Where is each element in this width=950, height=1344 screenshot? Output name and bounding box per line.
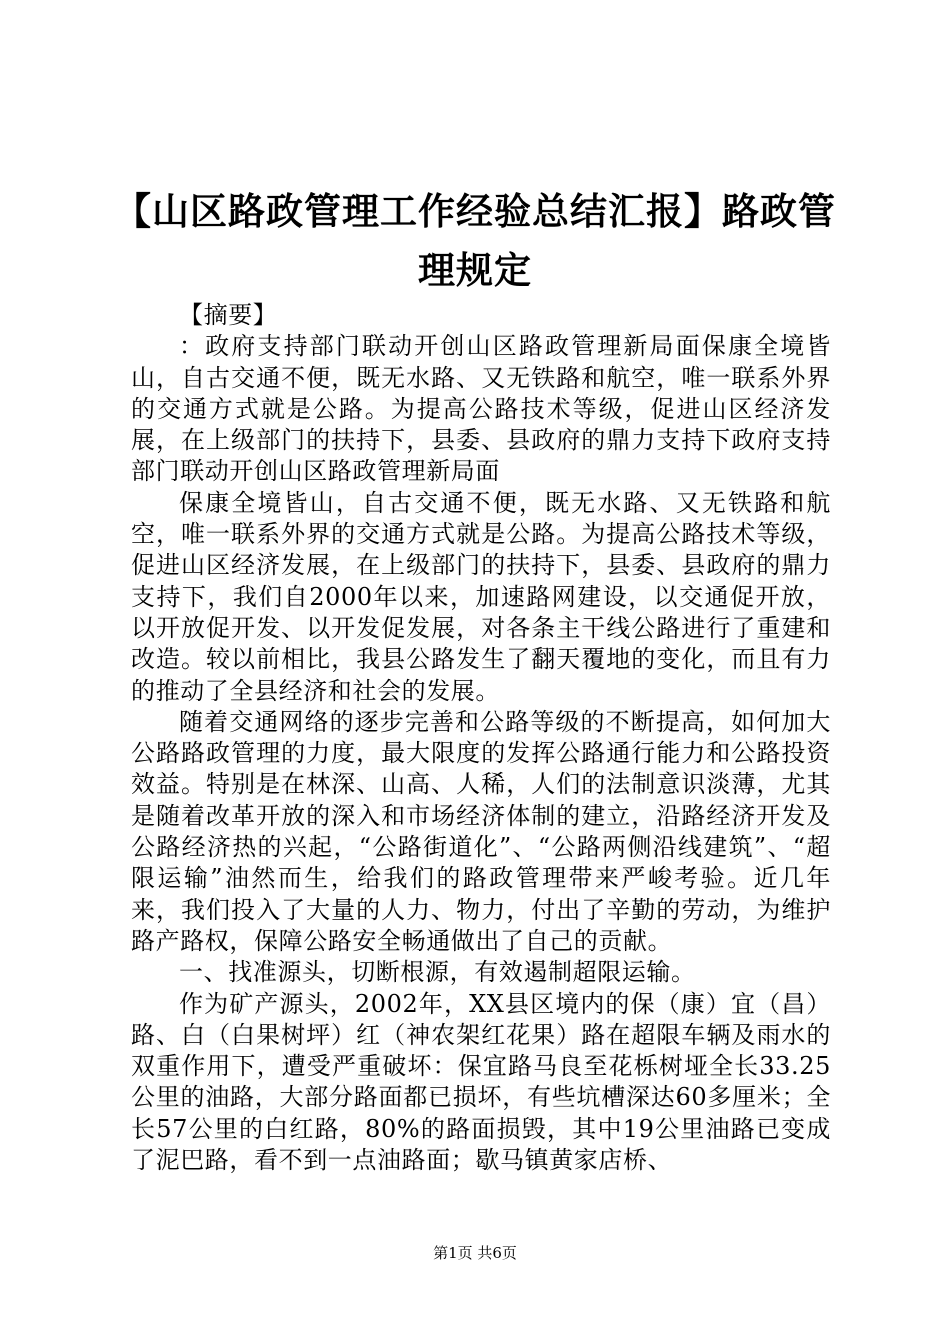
document-title: 【山区路政管理工作经验总结汇报】路政管理规定 <box>114 189 836 292</box>
body-paragraph: 随着交通网络的逐步完善和公路等级的不断提高，如何加大公路路政管理的力度，最大限度的发挥公路通行能力和公路投资效益。特别是在林深、山高、人稀，人们的法制意识淡薄，尤其是随着改革开放的深入和市场经济体制的建立，沿路经济开发及公路经济热的兴起，“公路街道化”、“公路两侧沿线建筑”、“超限运输”油然而生，给我们的路政管理带来严峻考验。近几年来，我们投入了大量的人力、物力，付出了辛勤的劳动，为维护路产路权，保障公路安全畅通做出了自己的贡献。 <box>131 707 831 955</box>
abstract-heading: 【摘要】 <box>179 301 278 329</box>
document-body <box>131 300 831 1176</box>
body-paragraph: 作为矿产源头，2002年，XX县区境内的保（康）宜（昌）路、白（白果树坪）红（神农架红花果）路在超限车辆及雨水的双重作用下，遭受严重破坏：保宜路马良至花栎树垭全长33.25公里的油路，大部分路面都已损坏，有些坑槽深达60多厘米；全长57公里的白红路，80%的路面损毁，其中19公里油路已变成了泥巴路，看不到一点油路面；歇马镇黄家店桥、 <box>131 989 831 1175</box>
abstract-paragraph: ：政府支持部门联动开创山区路政管理新局面保康全境皆山，自古交通不便，既无水路、又无铁路和航空，唯一联系外界的交通方式就是公路。为提高公路技术等级，促进山区经济发展，在上级部门的扶持下，县委、县政府的鼎力支持下政府支持部门联动开创山区路政管理新局面 <box>131 332 831 486</box>
section-heading: 一、找准源头，切断根源，有效遏制超限运输。 <box>179 958 696 987</box>
page-footer: 第1页 共6页 <box>433 1244 517 1262</box>
body-paragraph: 保康全境皆山，自古交通不便，既无水路、又无铁路和航空，唯一联系外界的交通方式就是公路。为提高公路技术等级，促进山区经济发展，在上级部门的扶持下，县委、县政府的鼎力支持下，我们自2000年以来，加速路网建设，以交通促开放，以开放促开发、以开发促发展，对各条主干线公路进行了重建和改造。较以前相比，我县公路发生了翻天覆地的变化，而且有力的推动了全县经济和社会的发展。 <box>131 488 831 705</box>
